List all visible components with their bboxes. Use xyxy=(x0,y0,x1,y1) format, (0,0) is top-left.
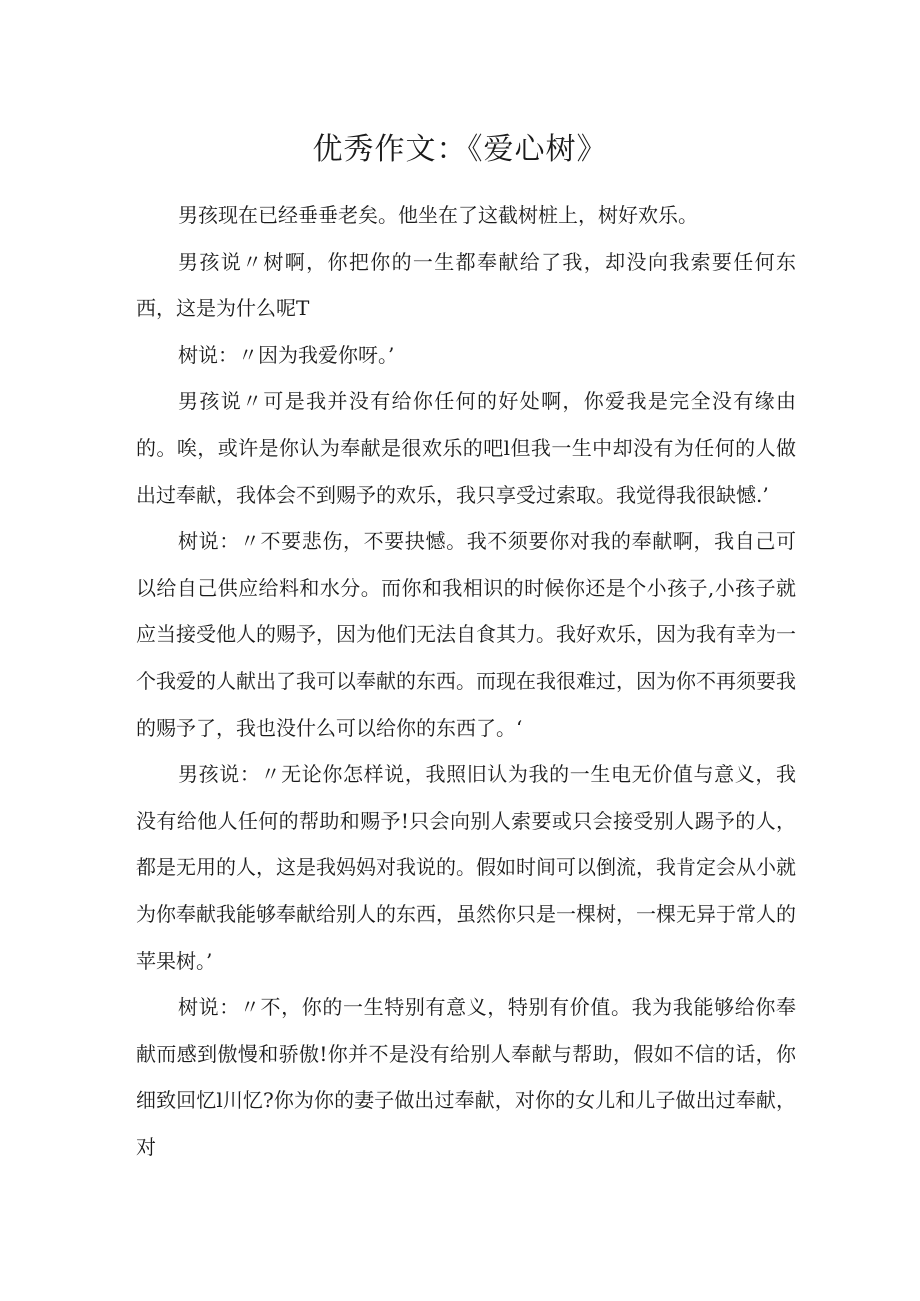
paragraph-6: 男孩说：〃无论你怎样说，我照旧认为我的一生电无价值与意义，我没有给他人任何的帮助和赐予!只会向别人索要或只会接受别人踢予的人，都是无用的人，这是我妈妈对我说的。假如时间可以倒流，我肯定会从小就为你奉献我能够奉献给别人的东西，虽然你只是一棵树，一棵无异于常人的苹果树。’ xyxy=(136,762,796,973)
essay-body xyxy=(136,192,796,1170)
paragraph-4: 男孩说〃可是我并没有给你任何的好处啊，你爱我是完全没有缘由的。唉，或许是你认为奉献是很欢乐的吧l但我一生中却没有为任何的人做出过奉献，我体会不到赐予的欢乐，我只享受过索取。我觉得我很缺憾.’ xyxy=(136,389,796,507)
paragraph-7: 树说：〃不，你的一生特别有意义，特别有价值。我为我能够给你奉献而感到傲慢和骄傲!你并不是没有给别人奉献与帮助，假如不信的话，你细致回忆l川忆?你为你的妻子做出过奉献，对你的女儿和儿子做出过奉献，对 xyxy=(136,995,796,1159)
paragraph-1: 男孩现在已经垂垂老矣。他坐在了这截树桩上，树好欢乐。 xyxy=(178,203,698,227)
paragraph-3: 树说：〃因为我爱你呀。’ xyxy=(178,342,395,367)
paragraph-2: 男孩说〃树啊，你把你的一生都奉献给了我，却没向我索要任何东西，这是为什么呢T xyxy=(136,249,796,321)
paragraph-5: 树说：〃不要悲伤，不要抉憾。我不须要你对我的奉献啊，我自己可以给自己供应给料和水分。而你和我相识的时候你还是个小孩子,小孩子就应当接受他人的赐予，因为他们无法自食其力。我好欢乐，因为我有幸为一个我爱的人献出了我可以奉献的东西。而现在我很难过，因为你不再须要我的赐予了，我也没什么可以给你的东西了。‘ xyxy=(136,529,796,740)
page-title: 优秀作文：《爱心树》 xyxy=(312,132,608,167)
